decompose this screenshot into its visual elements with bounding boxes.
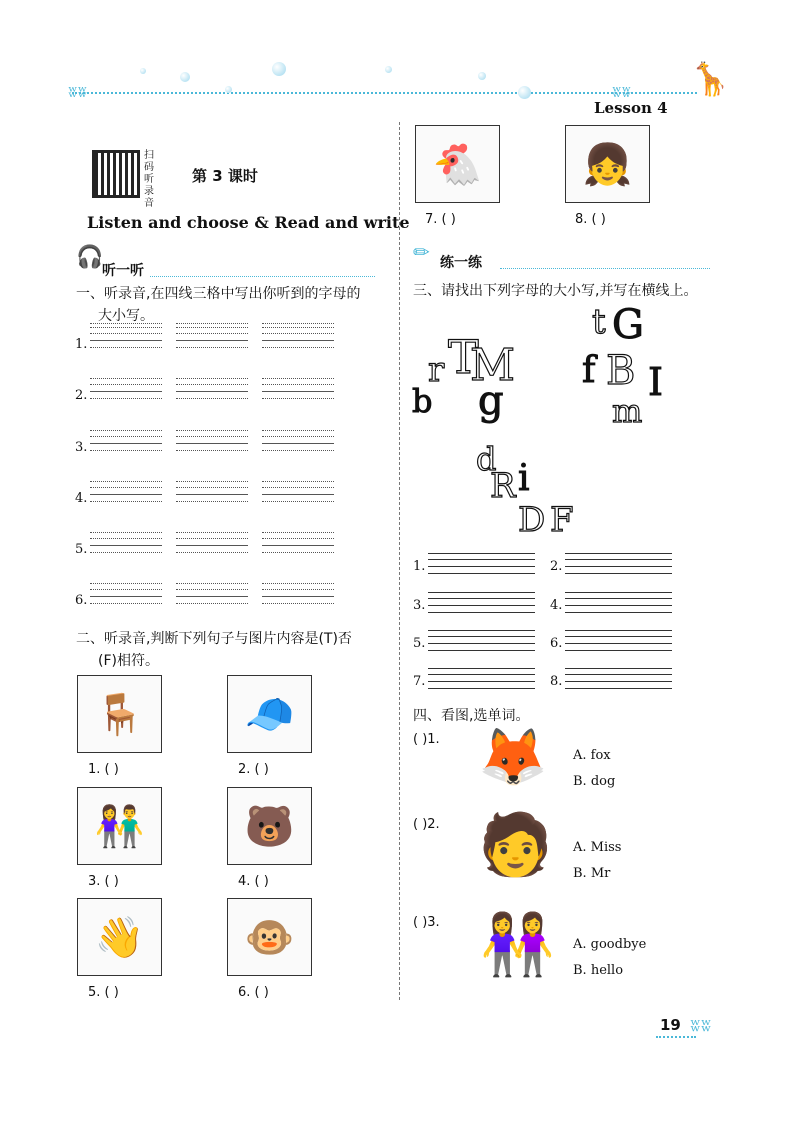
q4-3-option-b[interactable]: B. hello [573, 963, 624, 978]
q3-item-number: 5. [413, 636, 426, 651]
four-line-grid[interactable] [90, 327, 162, 347]
q2-answer-2[interactable]: 2. ( ) [238, 762, 269, 777]
four-line-grid[interactable] [262, 532, 334, 552]
q3-item-number: 4. [550, 598, 563, 613]
q4-3-option-a[interactable]: A. goodbye [573, 937, 647, 952]
four-line-guide [90, 323, 162, 329]
fox-icon: 🦊 [478, 725, 548, 790]
q2-picture-2 [227, 675, 312, 753]
q1-item-number: 5. [75, 542, 88, 557]
listen-heading: 听一听 [102, 263, 144, 279]
man-icon: 🧑 [478, 810, 553, 880]
four-line-grid[interactable] [176, 532, 248, 552]
qr-code-icon[interactable] [92, 150, 140, 198]
q3-item-number: 7. [413, 674, 426, 689]
letter-r: r [428, 350, 445, 390]
waving-icon: 👋 [94, 914, 145, 961]
q3-four-line-answer[interactable] [565, 553, 672, 573]
q4-answer-2[interactable]: ( )2. [413, 817, 440, 832]
q2-answer-4[interactable]: 4. ( ) [238, 874, 269, 889]
four-line-grid[interactable] [262, 481, 334, 501]
bubble-decoration [478, 72, 486, 80]
four-line-grid[interactable] [176, 378, 248, 398]
q2-answer-5[interactable]: 5. ( ) [88, 985, 119, 1000]
q2-answer-1[interactable]: 1. ( ) [88, 762, 119, 777]
q2-answer-7[interactable]: 7. ( ) [425, 212, 456, 227]
q3-item-number: 1. [413, 559, 426, 574]
q3-item-number: 6. [550, 636, 563, 651]
q3-four-line-answer[interactable] [428, 630, 535, 650]
girls-icon: 👭 [480, 910, 555, 980]
chicken-icon: 🐔 [432, 141, 483, 188]
bubble-decoration [180, 72, 190, 82]
children-icon: 👫 [94, 803, 145, 850]
four-line-grid[interactable] [90, 378, 162, 398]
q2-picture-5 [77, 898, 162, 976]
four-line-guide [176, 323, 248, 329]
q3-four-line-answer[interactable] [428, 553, 535, 573]
q4-2-option-a[interactable]: A. Miss [573, 840, 622, 855]
page-number: 19 [660, 1016, 681, 1034]
four-line-grid[interactable] [176, 430, 248, 450]
q3-item-number: 3. [413, 598, 426, 613]
column-divider [399, 122, 400, 1000]
q2-text: 二、听录音,判断下列句子与图片内容是(T)否 [76, 631, 352, 647]
letter-M: M [470, 340, 516, 391]
page-subtitle: Listen and choose & Read and write [87, 213, 410, 232]
letter-g: g [478, 378, 504, 424]
q2-picture-6 [227, 898, 312, 976]
q1-item-number: 1. [75, 337, 88, 352]
four-line-grid[interactable] [262, 378, 334, 398]
q3-four-line-answer[interactable] [565, 630, 672, 650]
letter-t: t [592, 302, 606, 342]
letter-R: R [490, 466, 516, 506]
boy-cap-icon: 🧢 [244, 691, 295, 738]
letter-T: T [448, 330, 479, 384]
headphones-icon: 🎧 [76, 245, 104, 270]
header-dotted-line [72, 92, 697, 94]
q3-four-line-answer[interactable] [428, 592, 535, 612]
q4-2-option-b[interactable]: B. Mr [573, 866, 611, 881]
four-line-grid[interactable] [90, 430, 162, 450]
letter-F: F [550, 500, 574, 540]
q1-text-2: 大小写。 [98, 308, 154, 324]
giraffe-icon: 🦒 [690, 60, 730, 98]
q2-picture-8 [565, 125, 650, 203]
letter-f: f [582, 350, 596, 391]
q1-item-number: 4. [75, 491, 88, 506]
q3-item-number: 2. [550, 559, 563, 574]
bubble-decoration [225, 86, 232, 93]
q4-1-option-a[interactable]: A. fox [573, 748, 611, 763]
q2-answer-6[interactable]: 6. ( ) [238, 985, 269, 1000]
four-line-guide [262, 323, 334, 329]
q2-picture-4 [227, 787, 312, 865]
four-line-grid[interactable] [90, 583, 162, 603]
four-line-grid[interactable] [262, 430, 334, 450]
grass-icon: ʬʬ [690, 1015, 712, 1036]
pencil-icon: ✏ [413, 240, 430, 264]
period-title: 第 3 课时 [192, 167, 258, 185]
q2-picture-1 [77, 675, 162, 753]
letter-d: d [476, 440, 497, 478]
qr-label: 扫码听录音 [144, 150, 154, 209]
footer-dotted-line [656, 1036, 696, 1038]
q4-answer-3[interactable]: ( )3. [413, 915, 440, 930]
q3-item-number: 8. [550, 674, 563, 689]
q1-item-number: 3. [75, 440, 88, 455]
girl-icon: 👧 [582, 141, 633, 188]
four-line-grid[interactable] [262, 583, 334, 603]
q2-answer-8[interactable]: 8. ( ) [575, 212, 606, 227]
q3-four-line-answer[interactable] [565, 668, 672, 688]
four-line-grid[interactable] [90, 481, 162, 501]
letter-i: i [518, 458, 530, 499]
bubble-decoration [518, 86, 531, 99]
q4-text: 四、看图,选单词。 [413, 708, 530, 724]
q2-picture-7 [415, 125, 500, 203]
four-line-grid[interactable] [90, 532, 162, 552]
q2-picture-3 [77, 787, 162, 865]
bubble-decoration [385, 66, 392, 73]
q3-text: 三、请找出下列字母的大小写,并写在横线上。 [413, 283, 698, 299]
q1-text: 一、听录音,在四线三格中写出你听到的字母的 [76, 286, 361, 302]
q3-four-line-answer[interactable] [428, 668, 535, 688]
q2-answer-3[interactable]: 3. ( ) [88, 874, 119, 889]
four-line-grid[interactable] [176, 583, 248, 603]
grass-icon: ʬʬ [68, 82, 88, 101]
q4-answer-1[interactable]: ( )1. [413, 732, 440, 747]
practice-heading: 练一练 [440, 255, 482, 271]
q1-item-number: 6. [75, 593, 88, 608]
bubble-decoration [140, 68, 146, 74]
four-line-grid[interactable] [176, 327, 248, 347]
grass-icon: ʬʬ [612, 82, 632, 101]
q1-item-number: 2. [75, 388, 88, 403]
bear-icon: 🐻 [244, 803, 295, 850]
four-line-grid[interactable] [262, 327, 334, 347]
section-line [150, 276, 375, 277]
four-line-grid[interactable] [176, 481, 248, 501]
monkey-icon: 🐵 [244, 914, 295, 961]
q3-four-line-answer[interactable] [565, 592, 672, 612]
q4-1-option-b[interactable]: B. dog [573, 774, 616, 789]
letter-D: D [518, 500, 546, 540]
letter-b: b [412, 382, 433, 420]
chair-icon: 🪑 [94, 691, 145, 738]
q2-text-2: (F)相符。 [98, 653, 159, 669]
letter-G: G [612, 302, 644, 348]
lesson-label: Lesson 4 [594, 99, 668, 117]
letter-m: m [612, 392, 643, 430]
bubble-decoration [272, 62, 286, 76]
letter-B: B [606, 348, 636, 394]
letter-I: I [648, 360, 664, 404]
section-line [500, 268, 710, 269]
